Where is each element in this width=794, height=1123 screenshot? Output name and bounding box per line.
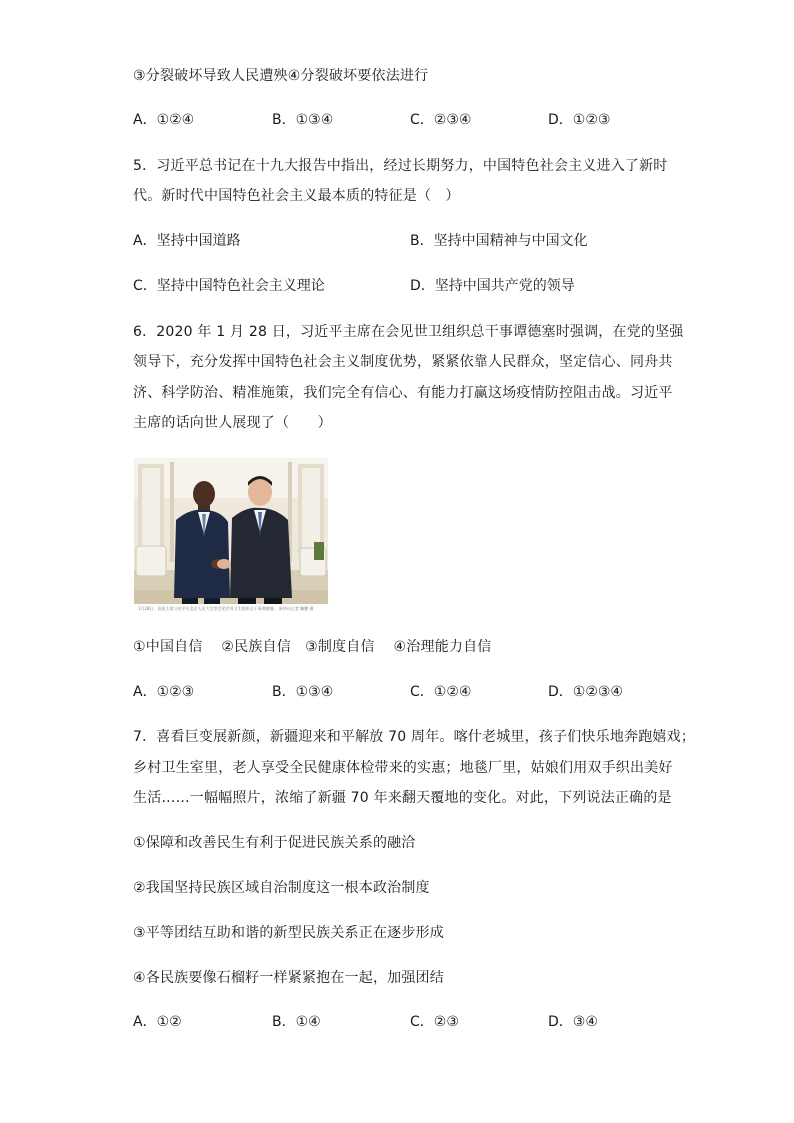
q5-option-a[interactable]: A．坚持中国道路 [133, 233, 241, 249]
q7-statement-3: ③平等团结互助和谐的新型民族关系正在逐步形成 [133, 925, 444, 941]
q7-option-a[interactable]: A．①② [133, 1014, 182, 1030]
q7-statement-2: ②我国坚持民族区域自治制度这一根本政治制度 [133, 880, 430, 896]
q7-option-d[interactable]: D．③④ [548, 1014, 598, 1030]
q6-stem-line-3: 济、科学防治、精准施策，我们完全有信心、有能力打赢这场疫情防控阻击战。习近平 [133, 385, 673, 401]
q4-statement-line: ③分裂破坏导致人民遭殃④分裂破坏要依法进行 [133, 68, 429, 84]
q6-option-c[interactable]: C．①②④ [410, 684, 472, 700]
q7-stem-line-1: 7．喜看巨变展新颜，新疆迎来和平解放 70 周年。喀什老城里，孩子们快乐地奔跑嬉戏； [133, 729, 696, 745]
q7-stem-line-2: 乡村卫生室里，老人享受全民健康体检带来的实惠；地毯厂里，姑娘们用双手织出美好 [133, 760, 673, 776]
q7-statement-1: ①保障和改善民生有利于促进民族关系的融洽 [133, 835, 416, 851]
q4-option-a[interactable]: A．①②④ [133, 112, 195, 128]
q5-stem-line-2: 代。新时代中国特色社会主义最本质的特征是（ ） [133, 188, 460, 204]
q4-option-b[interactable]: B．①③④ [272, 112, 334, 128]
meeting-photo [134, 458, 328, 604]
q7-statement-4: ④各民族要像石榴籽一样紧紧抱在一起，加强团结 [133, 970, 444, 986]
q6-stem-line-4: 主席的话向世人展现了（ ） [133, 415, 332, 431]
photo-caption: 1月28日，国家主席习近平在北京人民大会堂会见世界卫生组织总干事谭德塞。 新华社记者 鞠鹏 摄 [138, 606, 314, 611]
q4-option-d[interactable]: D．①②③ [548, 112, 611, 128]
q6-option-b[interactable]: B．①③④ [272, 684, 334, 700]
q6-statements: ①中国自信 ②民族自信 ③制度自信 ④治理能力自信 [133, 639, 492, 655]
q6-option-a[interactable]: A．①②③ [133, 684, 195, 700]
q5-stem-line-1: 5．习近平总书记在十九大报告中指出，经过长期努力，中国特色社会主义进入了新时 [133, 158, 668, 174]
q6-option-d[interactable]: D．①②③④ [548, 684, 623, 700]
q4-option-c[interactable]: C．②③④ [410, 112, 472, 128]
q7-option-b[interactable]: B．①④ [272, 1014, 321, 1030]
q5-option-d[interactable]: D．坚持中国共产党的领导 [410, 278, 575, 294]
q5-option-c[interactable]: C．坚持中国特色社会主义理论 [133, 278, 325, 294]
q5-option-b[interactable]: B．坚持中国精神与中国文化 [410, 233, 588, 249]
q7-stem-line-3: 生活……一幅幅照片，浓缩了新疆 70 年来翻天覆地的变化。对此，下列说法正确的是 [133, 790, 672, 806]
q6-stem-line-1: 6．2020 年 1 月 28 日，习近平主席在会见世卫组织总干事谭德塞时强调，在党的坚强 [133, 324, 684, 340]
q7-option-c[interactable]: C．②③ [410, 1014, 459, 1030]
q6-stem-line-2: 领导下，充分发挥中国特色社会主义制度优势，紧紧依靠人民群众，坚定信心、同舟共 [133, 354, 673, 370]
